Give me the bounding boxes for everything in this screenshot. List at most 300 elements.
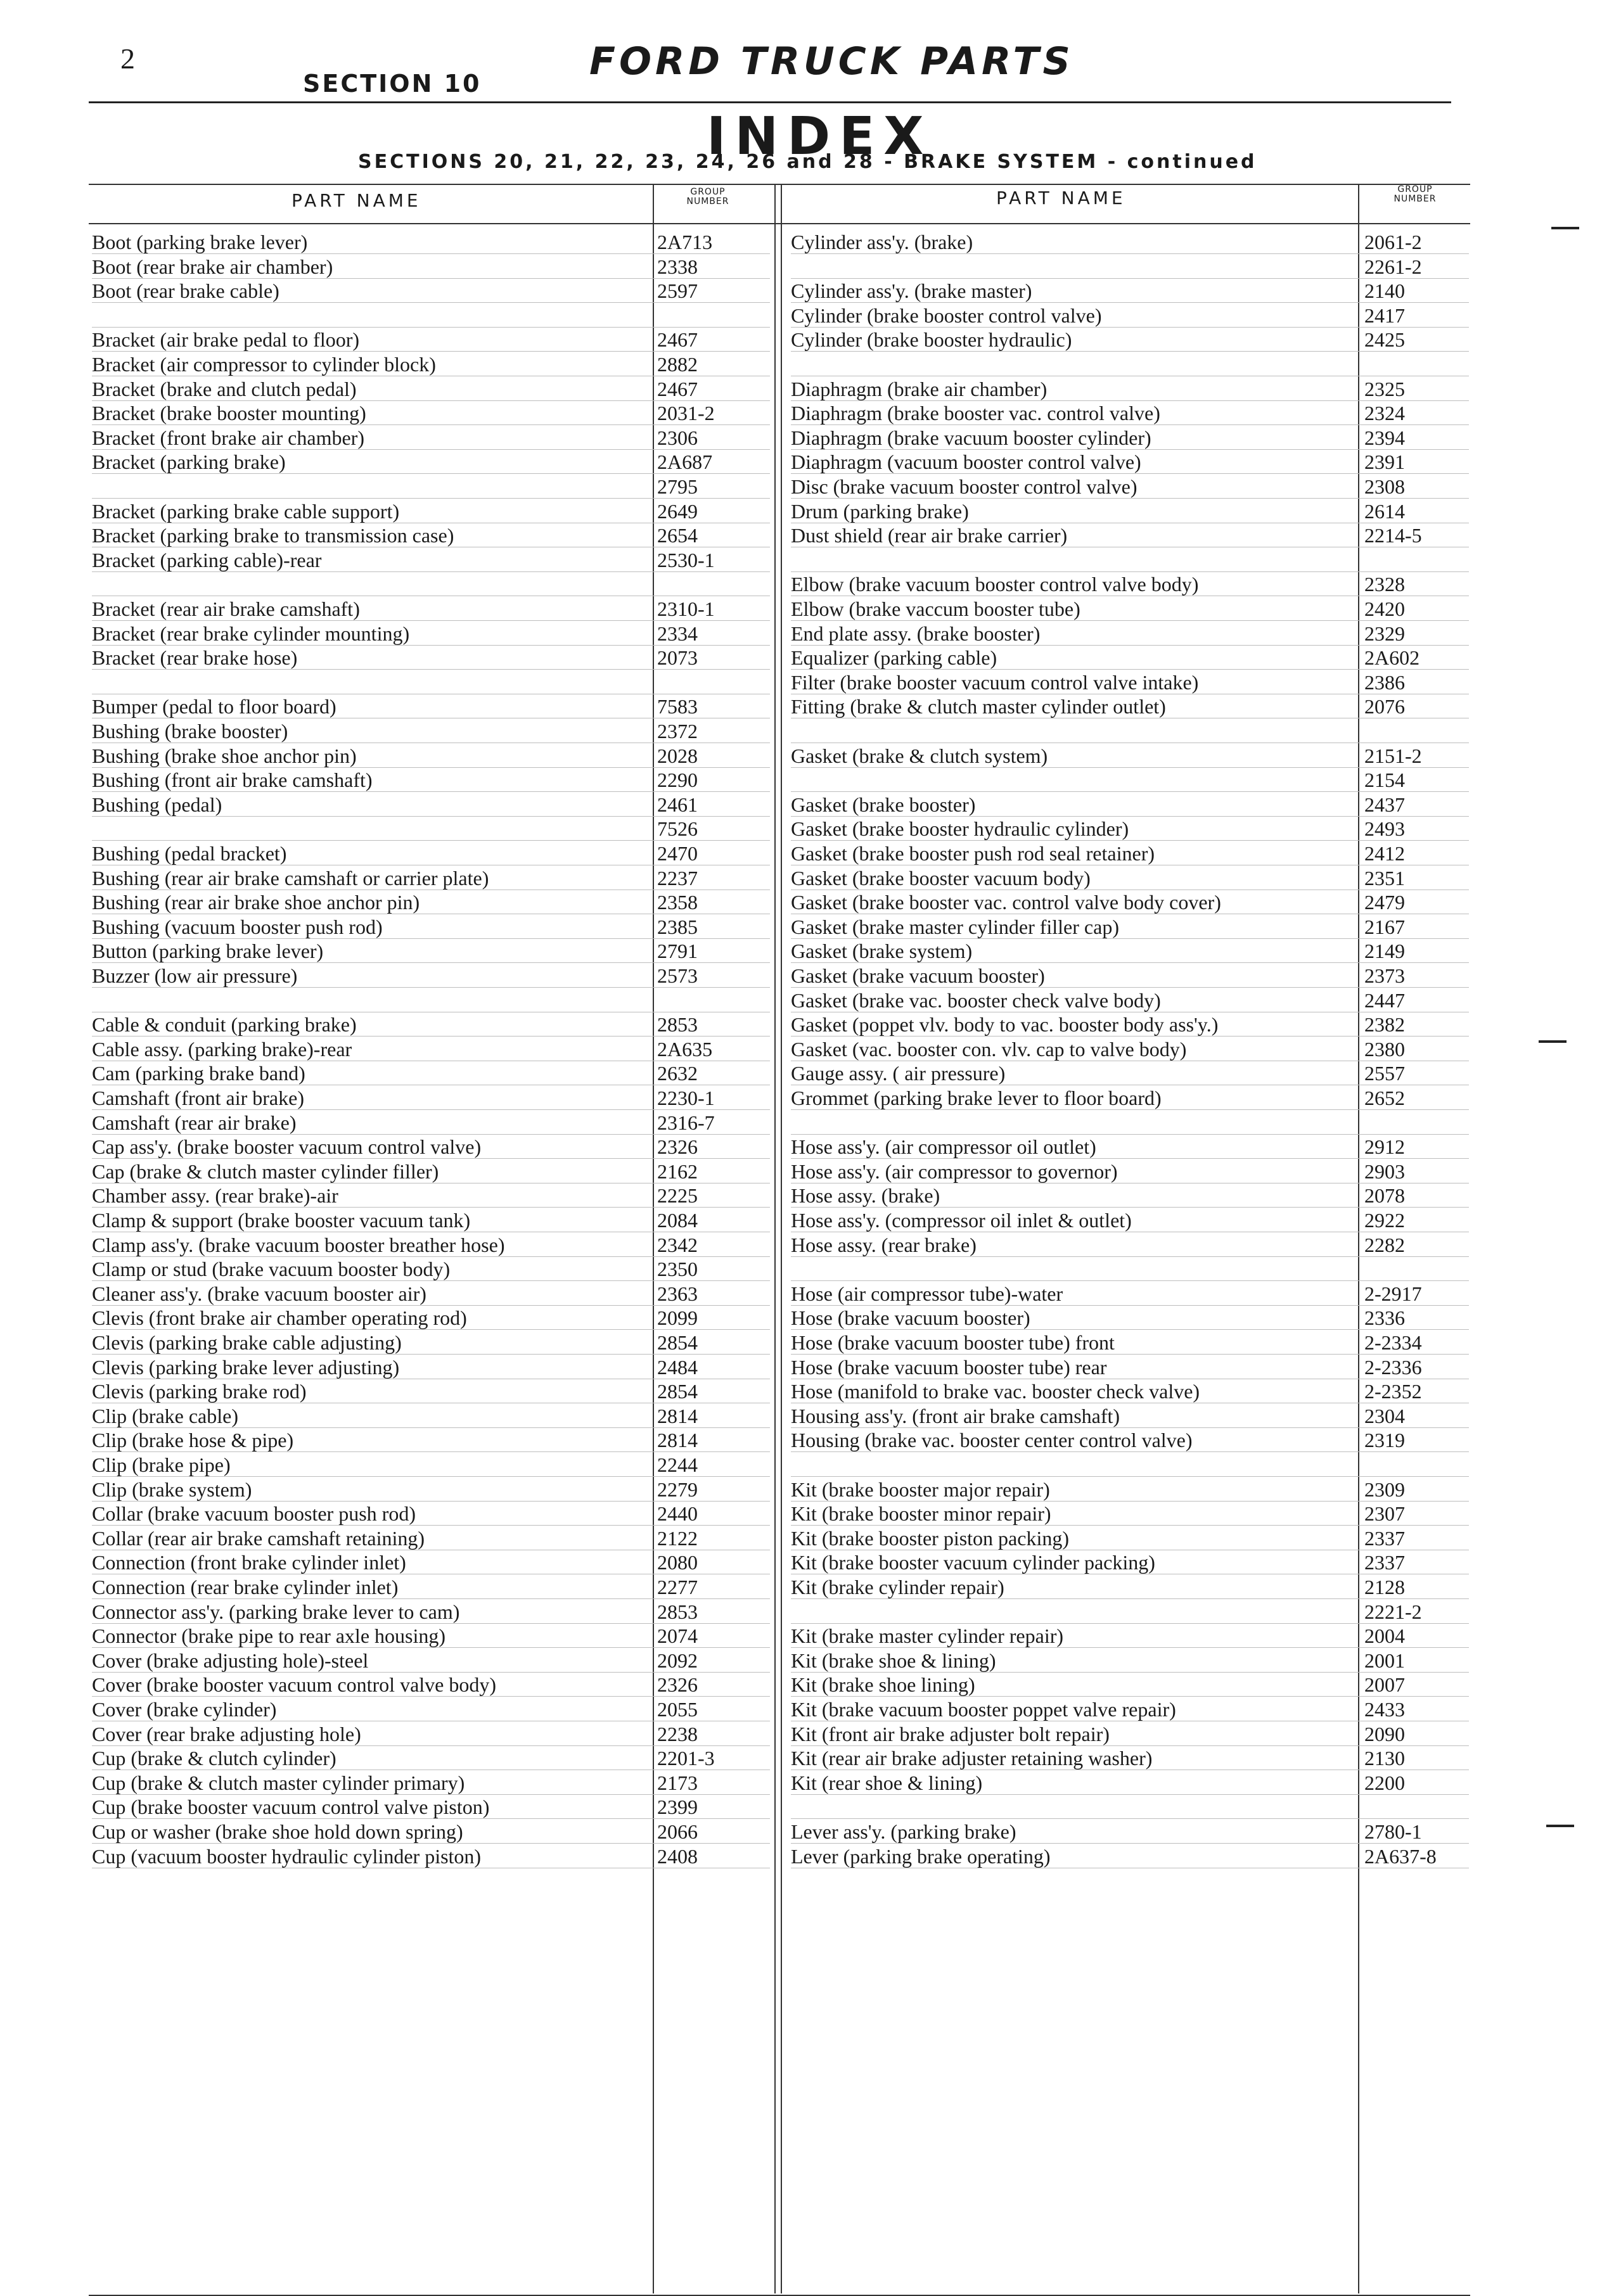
part-name: Gauge assy. ( air pressure) [791, 1062, 1006, 1085]
group-number: 2557 [1364, 1062, 1405, 1085]
group-number: 2A687 [657, 450, 713, 474]
group-number: 2238 [657, 1722, 698, 1745]
index-row [92, 1649, 770, 1673]
part-name: Bracket (brake booster mounting) [92, 402, 366, 425]
part-name: Clevis (front brake air chamber operating rod) [92, 1306, 467, 1330]
part-name: Clevis (parking brake rod) [92, 1380, 307, 1403]
group-number: 2363 [657, 1282, 698, 1305]
part-name: Disc (brake vacuum booster control valve) [791, 475, 1137, 498]
index-row [92, 279, 770, 303]
index-subtitle: SECTIONS 20, 21, 22, 23, 24, 26 and 28 - BRAKE SYSTEM - continued [358, 151, 1257, 173]
group-number: 2310-1 [657, 597, 715, 620]
header-rule [89, 101, 1451, 103]
group-number: 2-2917 [1364, 1282, 1422, 1305]
index-row [791, 1111, 1469, 1135]
index-row [92, 304, 770, 328]
group-number: 2408 [657, 1844, 698, 1868]
group-number: 2380 [1364, 1037, 1405, 1061]
part-name: Bracket (rear air brake camshaft) [92, 597, 360, 620]
index-row [92, 695, 770, 718]
group-number: 2004 [1364, 1624, 1405, 1648]
part-name: Kit (brake shoe & lining) [791, 1649, 996, 1672]
part-name: Bracket (rear brake cylinder mounting) [92, 622, 410, 645]
index-row [92, 524, 770, 547]
index-row [92, 426, 770, 450]
part-name: Kit (brake vacuum booster poppet valve repair) [791, 1698, 1176, 1721]
group-number: 2912 [1364, 1135, 1405, 1159]
index-row [92, 378, 770, 401]
group-number: 2467 [657, 328, 698, 352]
group-number: 2162 [657, 1159, 698, 1183]
part-name: Connector ass'y. (parking brake lever to cam) [92, 1600, 460, 1623]
part-name: Diaphragm (brake booster vac. control valve) [791, 402, 1160, 425]
part-name: Kit (rear shoe & lining) [791, 1771, 983, 1794]
part-name: Kit (front air brake adjuster bolt repair) [791, 1722, 1110, 1745]
group-number: 2814 [657, 1404, 698, 1427]
part-name: Gasket (brake booster hydraulic cylinder) [791, 817, 1129, 841]
index-row [92, 255, 770, 279]
index-row [92, 1282, 770, 1306]
group-number: 2214-5 [1364, 524, 1422, 547]
group-number: 2304 [1364, 1404, 1405, 1427]
group-number: 2814 [657, 1429, 698, 1452]
index-row [791, 1160, 1469, 1183]
group-number: 2372 [657, 720, 698, 743]
index-row [92, 402, 770, 425]
index-row [791, 573, 1469, 596]
group-number: 2290 [657, 769, 698, 792]
group-number: 2337 [1364, 1551, 1405, 1574]
index-row [791, 1795, 1469, 1819]
index-row [92, 231, 770, 254]
group-number: 2853 [657, 1013, 698, 1036]
part-name: Lever ass'y. (parking brake) [791, 1820, 1016, 1843]
part-name: Connector (brake pipe to rear axle housing) [92, 1624, 446, 1648]
book-title: FORD TRUCK PARTS [589, 39, 1074, 84]
group-number: 2329 [1364, 622, 1405, 645]
group-number: 2279 [657, 1477, 698, 1501]
index-row [92, 1405, 770, 1428]
group-number: 2382 [1364, 1013, 1405, 1036]
part-name: Hose assy. (rear brake) [791, 1233, 977, 1256]
index-row [92, 1306, 770, 1330]
group-number: 2-2352 [1364, 1380, 1422, 1403]
index-row [791, 915, 1469, 939]
part-name: Clamp & support (brake booster vacuum tank) [92, 1209, 471, 1232]
margin-tick [1551, 227, 1579, 229]
index-row [791, 720, 1469, 743]
group-number: 2780-1 [1364, 1820, 1422, 1843]
group-number: 2493 [1364, 817, 1405, 841]
index-row [92, 1038, 770, 1061]
part-name: Clamp ass'y. (brake vacuum booster breather hose) [92, 1233, 505, 1256]
right-group-label: GROUP [1397, 184, 1433, 195]
part-name: Grommet (parking brake lever to floor board) [791, 1087, 1162, 1109]
index-row [92, 1478, 770, 1502]
group-number: 2A637-8 [1364, 1844, 1437, 1868]
part-name: Camshaft (front air brake) [92, 1087, 304, 1109]
part-name: Kit (rear air brake adjuster retaining washer) [791, 1747, 1153, 1770]
index-row [92, 891, 770, 914]
group-number: 2654 [657, 524, 698, 547]
group-number: 2337 [1364, 1526, 1405, 1550]
left-number-label: NUMBER [686, 196, 729, 207]
part-name: Bushing (brake shoe anchor pin) [92, 744, 357, 767]
index-row [791, 1405, 1469, 1428]
index-row [791, 695, 1469, 718]
group-number: 2277 [657, 1576, 698, 1598]
part-name: Chamber assy. (rear brake)-air [92, 1184, 338, 1208]
index-row [92, 549, 770, 572]
group-number: 2140 [1364, 279, 1405, 303]
part-name: Cable & conduit (parking brake) [92, 1013, 357, 1036]
part-name: Gasket (brake master cylinder filler cap) [791, 915, 1119, 938]
part-name: Bushing (pedal) [92, 793, 222, 816]
part-name: Bracket (air brake pedal to floor) [92, 328, 360, 352]
part-name: Gasket (poppet vlv. body to vac. booster body ass'y.) [791, 1013, 1219, 1036]
index-row [791, 1282, 1469, 1306]
part-name: Gasket (brake vac. booster check valve body) [791, 988, 1161, 1012]
center-divider-b [781, 184, 782, 2293]
group-number: 2597 [657, 279, 698, 303]
index-row [791, 744, 1469, 768]
part-name: Bracket (parking brake) [92, 450, 286, 474]
index-row [92, 450, 770, 474]
part-name: Hose (air compressor tube)-water [791, 1282, 1063, 1305]
part-name: Diaphragm (vacuum booster control valve) [791, 450, 1141, 474]
left-part-name-header: PART NAME [292, 190, 421, 211]
group-number: 2412 [1364, 842, 1405, 865]
index-row [791, 1062, 1469, 1085]
index-row [92, 1013, 770, 1036]
index-row [791, 597, 1469, 621]
group-number: 2073 [657, 646, 698, 670]
group-number: 2173 [657, 1771, 698, 1794]
part-name: Fitting (brake & clutch master cylinder outlet) [791, 695, 1166, 718]
part-name: Equalizer (parking cable) [791, 646, 997, 670]
group-number: 2614 [1364, 499, 1405, 523]
index-row [92, 646, 770, 670]
part-name: Clamp or stud (brake vacuum booster body) [92, 1258, 451, 1281]
index-row [791, 1600, 1469, 1624]
part-name: End plate assy. (brake booster) [791, 622, 1041, 645]
part-name: Kit (brake booster major repair) [791, 1477, 1050, 1501]
group-number: 2530-1 [657, 548, 715, 571]
group-number: 2066 [657, 1820, 698, 1843]
group-number: 2373 [1364, 964, 1405, 987]
index-row [92, 1624, 770, 1648]
index-row [92, 1723, 770, 1746]
index-row [92, 500, 770, 523]
group-number: 2092 [657, 1649, 698, 1672]
part-name: Gasket (brake booster push rod seal retainer) [791, 842, 1155, 865]
part-name: Boot (rear brake air chamber) [92, 255, 333, 278]
index-row [791, 304, 1469, 328]
group-number: 2090 [1364, 1722, 1405, 1745]
index-row [791, 1576, 1469, 1599]
index-row [92, 1502, 770, 1526]
group-number: 2084 [657, 1209, 698, 1232]
index-row [791, 769, 1469, 792]
index-row [791, 1673, 1469, 1697]
index-row [92, 353, 770, 376]
part-name: Cable assy. (parking brake)-rear [92, 1037, 352, 1061]
index-row [791, 842, 1469, 865]
part-name: Elbow (brake vacuum booster control valve body) [791, 573, 1199, 596]
group-number: 2420 [1364, 597, 1405, 620]
index-row [791, 1306, 1469, 1330]
center-divider-a [774, 184, 776, 2293]
margin-tick [1539, 1040, 1567, 1043]
group-number: 2394 [1364, 426, 1405, 449]
part-name: Cup (brake & clutch cylinder) [92, 1747, 336, 1770]
part-name: Drum (parking brake) [791, 499, 969, 523]
index-row [791, 328, 1469, 352]
group-number: 2A713 [657, 231, 713, 253]
group-number: 2649 [657, 499, 698, 523]
part-name: Gasket (brake system) [791, 940, 973, 963]
part-name: Kit (brake shoe lining) [791, 1673, 975, 1697]
part-name: Filter (brake booster vacuum control valve intake) [791, 670, 1199, 694]
index-row [791, 353, 1469, 376]
part-name: Housing ass'y. (front air brake camshaft) [791, 1404, 1120, 1427]
index-row [791, 964, 1469, 988]
group-number: 2200 [1364, 1771, 1405, 1794]
part-name: Bushing (pedal bracket) [92, 842, 287, 865]
part-name: Gasket (vac. booster con. vlv. cap to valve body) [791, 1037, 1187, 1061]
index-row [92, 769, 770, 792]
part-name: Cylinder ass'y. (brake) [791, 231, 973, 253]
index-row [92, 1576, 770, 1599]
group-number: 2080 [657, 1551, 698, 1574]
part-name: Gasket (brake & clutch system) [791, 744, 1048, 767]
part-name: Bracket (front brake air chamber) [92, 426, 364, 449]
index-row [92, 622, 770, 646]
group-number: 2386 [1364, 670, 1405, 694]
index-row [92, 1135, 770, 1159]
part-name: Hose (brake vacuum booster) [791, 1306, 1030, 1330]
right-part-name-header: PART NAME [996, 188, 1126, 208]
group-number: 2632 [657, 1062, 698, 1085]
group-number: 2308 [1364, 475, 1405, 498]
group-number: 2399 [657, 1795, 698, 1819]
index-row [92, 1747, 770, 1770]
group-number: 7583 [657, 695, 698, 718]
part-name: Bracket (parking brake to transmission case) [92, 524, 454, 547]
group-number: 2130 [1364, 1747, 1405, 1770]
margin-tick [1546, 1825, 1574, 1827]
group-number: 2201-3 [657, 1747, 715, 1770]
index-row [791, 1038, 1469, 1061]
part-name: Boot (rear brake cable) [92, 279, 279, 303]
part-name: Cap (brake & clutch master cylinder filler) [92, 1159, 439, 1183]
part-name: Cam (parking brake band) [92, 1062, 305, 1085]
group-number: 2573 [657, 964, 698, 987]
part-name: Housing (brake vac. booster center control valve) [791, 1429, 1193, 1452]
index-row [92, 817, 770, 841]
group-number: 2358 [657, 891, 698, 914]
index-row [791, 500, 1469, 523]
part-name: Connection (front brake cylinder inlet) [92, 1551, 406, 1574]
part-name: Kit (brake master cylinder repair) [791, 1624, 1064, 1648]
index-row [791, 231, 1469, 254]
index-row [791, 1380, 1469, 1403]
index-row [92, 1062, 770, 1085]
index-row [791, 1502, 1469, 1526]
index-row [791, 989, 1469, 1012]
left-group-number-header [673, 188, 743, 207]
index-row [791, 940, 1469, 963]
index-row [92, 1698, 770, 1721]
index-row [791, 1184, 1469, 1208]
index-row [791, 1209, 1469, 1232]
part-name: Cap ass'y. (brake booster vacuum control valve) [92, 1135, 482, 1159]
part-name: Camshaft (rear air brake) [92, 1111, 297, 1134]
group-number: 2903 [1364, 1159, 1405, 1183]
index-row [791, 1771, 1469, 1795]
group-number: 2853 [657, 1600, 698, 1623]
page-number: 2 [120, 42, 135, 75]
part-name: Collar (rear air brake camshaft retaining) [92, 1526, 425, 1550]
part-name: Connection (rear brake cylinder inlet) [92, 1576, 399, 1598]
part-name: Cylinder (brake booster hydraulic) [791, 328, 1072, 352]
index-row [791, 1356, 1469, 1379]
index-row [92, 1551, 770, 1574]
group-number: 2319 [1364, 1429, 1405, 1452]
index-row [791, 450, 1469, 474]
index-row [791, 1331, 1469, 1355]
part-name: Gasket (brake booster vac. control valve body cover) [791, 891, 1221, 914]
group-number: 2342 [657, 1233, 698, 1256]
part-name: Cover (brake adjusting hole)-steel [92, 1649, 369, 1672]
part-name: Boot (parking brake lever) [92, 231, 308, 253]
group-number: 2447 [1364, 988, 1405, 1012]
part-name: Bracket (brake and clutch pedal) [92, 377, 357, 400]
index-row [791, 646, 1469, 670]
group-number: 2-2336 [1364, 1355, 1422, 1379]
index-row [791, 867, 1469, 890]
group-number: 2325 [1364, 377, 1405, 400]
part-name: Diaphragm (brake air chamber) [791, 377, 1048, 400]
group-number: 2484 [657, 1355, 698, 1379]
group-number: 2326 [657, 1135, 698, 1159]
right-number-label: NUMBER [1394, 194, 1437, 204]
part-name: Buzzer (low air pressure) [92, 964, 298, 987]
index-row [791, 1135, 1469, 1159]
group-number: 2-2334 [1364, 1331, 1422, 1354]
group-number: 2076 [1364, 695, 1405, 718]
part-name: Clevis (parking brake cable adjusting) [92, 1331, 402, 1354]
index-row [791, 1429, 1469, 1452]
group-number: 2470 [657, 842, 698, 865]
group-number: 2922 [1364, 1209, 1405, 1232]
part-name: Gasket (brake vacuum booster) [791, 964, 1045, 987]
index-row [92, 1600, 770, 1624]
group-number: 2417 [1364, 303, 1405, 327]
index-row [92, 867, 770, 890]
part-name: Clip (brake pipe) [92, 1453, 231, 1476]
group-number: 2154 [1364, 769, 1405, 792]
group-number: 2440 [657, 1502, 698, 1526]
group-number: 2261-2 [1364, 255, 1422, 278]
part-name: Diaphragm (brake vacuum booster cylinder) [791, 426, 1151, 449]
index-row [791, 475, 1469, 499]
group-number: 2385 [657, 915, 698, 938]
index-row [791, 426, 1469, 450]
group-number: 2467 [657, 377, 698, 400]
index-row [92, 915, 770, 939]
index-row [92, 720, 770, 743]
index-row [791, 1478, 1469, 1502]
group-number: 2351 [1364, 866, 1405, 890]
index-title: INDEX [707, 106, 933, 167]
index-row [92, 940, 770, 963]
index-row [92, 1380, 770, 1403]
index-row [92, 1453, 770, 1477]
group-number: 2391 [1364, 450, 1405, 474]
index-row [791, 793, 1469, 817]
part-name: Bracket (parking brake cable support) [92, 499, 400, 523]
index-row [791, 1624, 1469, 1648]
part-name: Bumper (pedal to floor board) [92, 695, 336, 718]
part-name: Bushing (front air brake camshaft) [92, 769, 373, 792]
index-row [791, 1698, 1469, 1721]
group-number: 2061-2 [1364, 231, 1422, 253]
group-number: 2307 [1364, 1502, 1405, 1526]
group-number: 2237 [657, 866, 698, 890]
index-row [791, 1551, 1469, 1574]
part-name: Clevis (parking brake lever adjusting) [92, 1355, 400, 1379]
group-number: 2652 [1364, 1087, 1405, 1109]
index-row [92, 1258, 770, 1281]
part-name: Cup (brake booster vacuum control valve piston) [92, 1795, 490, 1819]
part-name: Kit (brake booster vacuum cylinder packing) [791, 1551, 1155, 1574]
index-row [92, 1209, 770, 1232]
group-number: 2854 [657, 1380, 698, 1403]
index-row [92, 1673, 770, 1697]
table-top-rule [89, 184, 1470, 185]
index-row [92, 597, 770, 621]
group-number: 2078 [1364, 1184, 1405, 1208]
group-number: 2001 [1364, 1649, 1405, 1672]
part-name: Hose assy. (brake) [791, 1184, 940, 1208]
section-label: SECTION 10 [303, 70, 482, 98]
part-name: Cup (vacuum booster hydraulic cylinder piston) [92, 1844, 482, 1868]
index-row [791, 1747, 1469, 1770]
group-number: 2328 [1364, 573, 1405, 596]
index-row [791, 622, 1469, 646]
index-row [791, 1527, 1469, 1550]
index-row [791, 1845, 1469, 1868]
index-row [92, 1771, 770, 1795]
group-number: 2028 [657, 744, 698, 767]
index-row [92, 328, 770, 352]
part-name: Kit (brake booster minor repair) [791, 1502, 1051, 1526]
index-row [791, 402, 1469, 425]
part-name: Lever (parking brake operating) [791, 1844, 1051, 1868]
group-number: 7526 [657, 817, 698, 841]
index-row [92, 1234, 770, 1257]
group-number: 2007 [1364, 1673, 1405, 1697]
index-row [92, 1820, 770, 1844]
group-number: 2791 [657, 940, 698, 963]
part-name: Clip (brake hose & pipe) [92, 1429, 294, 1452]
group-number: 2854 [657, 1331, 698, 1354]
index-row [791, 671, 1469, 694]
group-number: 2338 [657, 255, 698, 278]
part-name: Gasket (brake booster vacuum body) [791, 866, 1091, 890]
group-number: 2479 [1364, 891, 1405, 914]
